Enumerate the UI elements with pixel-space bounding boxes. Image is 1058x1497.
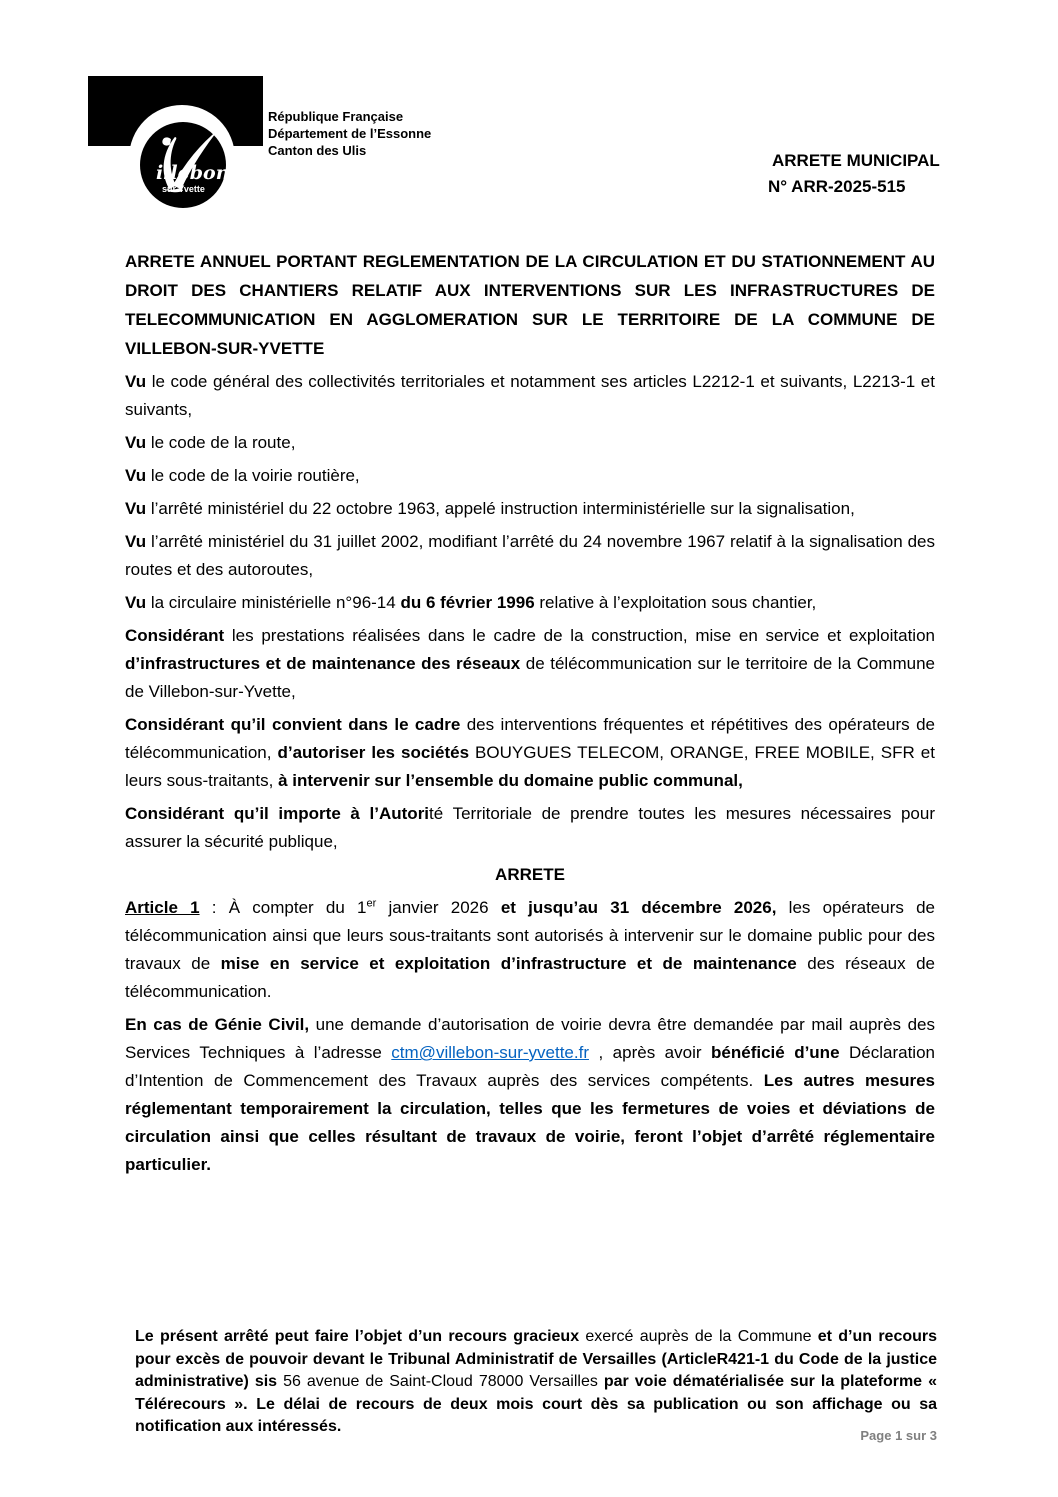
- villebon-logo: [88, 76, 268, 226]
- text-run: Vu: [125, 433, 147, 452]
- text-run: à intervenir sur l’ensemble du domaine public communal,: [278, 771, 743, 790]
- preamble-paragraph-considerant-3: [125, 800, 935, 856]
- text-run: de télécommunication sur le territoire de la Commune de Villebon-sur-Yvette,: [125, 654, 935, 701]
- text-run: Considérant: [125, 626, 225, 645]
- text-run: Considérant qu’il convient dans le cadre: [125, 715, 461, 734]
- preamble-paragraph-vu-4: [125, 495, 935, 523]
- text-run: d’autoriser les sociétés: [277, 743, 470, 762]
- genie-civil-paragraph: [125, 1011, 935, 1179]
- text-run: le code de la route,: [146, 433, 296, 452]
- preamble-paragraph-vu-5: [125, 528, 935, 584]
- text-run: janvier 2026: [376, 898, 501, 917]
- text-run: des réseaux de télécommunication.: [125, 954, 936, 1001]
- document-reference: [768, 148, 940, 200]
- logo-sub-text: sur Yvette: [162, 184, 205, 194]
- text-run: une demande d’autorisation de voirie devra être demandée par mail auprès des Services Techniques à l’adresse: [125, 1015, 935, 1062]
- preamble-paragraph-considerant-1: [125, 622, 935, 706]
- page-number: Page 1 sur 3: [860, 1428, 937, 1443]
- text-run: Vu: [125, 499, 147, 518]
- text-run: le code général des collectivités territoriales et notamment ses articles L2212-1 et suivants, L2213-1 et suivants,: [125, 372, 935, 419]
- org-line-departement: Département de l’Essonne: [268, 126, 432, 141]
- document-type: ARRETE MUNICIPAL: [772, 151, 940, 170]
- preamble-paragraph-vu-1: [125, 368, 935, 424]
- text-run: et d’un recours pour excès de pouvoir devant le Tribunal Administratif de Versailles (ArticleR421-1 du Code de la justice administrative) sis: [135, 1328, 938, 1390]
- text-run: le code de la voirie routière,: [146, 466, 360, 485]
- preamble-paragraph-considerant-2: [125, 711, 935, 795]
- section-heading-arrete: ARRETE: [495, 865, 565, 884]
- text-run: du 6 février 1996: [400, 593, 535, 612]
- article-1-paragraph: [125, 894, 935, 1006]
- text-run: Vu: [125, 593, 147, 612]
- text-run: les opérateurs de télécommunication ainsi que leurs sous-traitants sont autorisés à intervenir sur le domaine public pour des travaux de: [125, 898, 936, 973]
- text-run: 56 avenue de Saint-Cloud 78000 Versailles: [283, 1373, 604, 1390]
- text-run: er: [366, 897, 377, 910]
- text-run: et jusqu’au 31 décembre 2026,: [500, 898, 777, 917]
- text-run: En cas de Génie Civil,: [125, 1015, 310, 1034]
- text-run: l’arrêté ministériel du 31 juillet 2002, modifiant l’arrêté du 24 novembre 1967 relatif à la signalisation des routes et des autoroutes,: [125, 532, 935, 579]
- text-run: , après avoir: [589, 1043, 712, 1062]
- preamble-paragraph-vu-6: [125, 589, 935, 617]
- text-run: mise en service et exploitation d’infrastructure et de maintenance: [220, 954, 797, 973]
- footer-recours-note: [135, 1326, 937, 1439]
- text-run: té Territoriale de prendre toutes les mesures nécessaires pour assurer la sécurité publique,: [125, 804, 936, 851]
- text-run: par voie dématérialisée sur la plateforme « Télérecours ». Le délai de recours de deux mois court dès sa publication ou son affichage ou sa notification aux intéressés.: [135, 1373, 937, 1435]
- text-run: les prestations réalisées dans le cadre de la construction, mise en service et exploitation: [224, 626, 935, 645]
- text-run: Article 1: [125, 898, 200, 917]
- logo-script-text: illebon: [156, 162, 230, 184]
- org-line-canton: Canton des Ulis: [268, 143, 367, 158]
- text-run: l’arrêté ministériel du 22 octobre 1963, appelé instruction interministérielle sur la signalisation,: [146, 499, 855, 518]
- logo-circle: [140, 122, 230, 208]
- org-info: [268, 108, 431, 159]
- text-run: : À compter du 1: [199, 898, 367, 917]
- text-run: BOUYGUES TELECOM, ORANGE, FREE MOBILE, SFR et leurs sous-traitants,: [125, 743, 935, 790]
- text-run: bénéficié d’une: [711, 1043, 840, 1062]
- text-run: Le présent arrêté peut faire l’objet d’un recours gracieux: [135, 1328, 586, 1345]
- text-run: Considérant qu’il importe à l’Autori: [125, 804, 430, 823]
- text-run: la circulaire ministérielle n°96-14: [146, 593, 401, 612]
- text-run: relative à l’exploitation sous chantier,: [534, 593, 817, 612]
- preamble-paragraph-vu-3: [125, 462, 935, 490]
- org-line-republique: République Française: [268, 109, 404, 124]
- text-run: Vu: [125, 372, 147, 391]
- text-run: Vu: [125, 532, 147, 551]
- document-body: [125, 247, 935, 1184]
- text-run: Déclaration d’Intention de Commencement des Travaux auprès des services compétents.: [125, 1043, 935, 1090]
- document-title: ARRETE ANNUEL PORTANT REGLEMENTATION DE LA CIRCULATION ET DU STATIONNEMENT AU DROIT DES CHANTIERS RELATIF AUX INTERVENTIONS SUR LES INFRASTRUCTURES DE TELECOMMUNICATION EN AGGLOMERATION SUR LE TERRITOIRE DE LA COMMUNE DE VILLEBON-SUR-YVETTE: [125, 252, 935, 358]
- text-run: des interventions fréquentes et répétitives des opérateurs de télécommunication,: [125, 715, 935, 762]
- preamble-paragraph-vu-2: [125, 429, 935, 457]
- document-number: N° ARR-2025-515: [768, 177, 906, 196]
- text-run: exercé auprès de la Commune: [585, 1328, 818, 1345]
- text-run: Vu: [125, 466, 147, 485]
- text-run: Les autres mesures réglementant temporairement la circulation, telles que les fermetures de voies et déviations de circulation ainsi que celles résultant de travaux de voirie, feront l’objet d’arrêté réglementaire particulier.: [125, 1071, 935, 1174]
- text-run: d’infrastructures et de maintenance des réseaux: [125, 654, 521, 673]
- email-link[interactable]: ctm@villebon-sur-yvette.fr: [391, 1043, 589, 1062]
